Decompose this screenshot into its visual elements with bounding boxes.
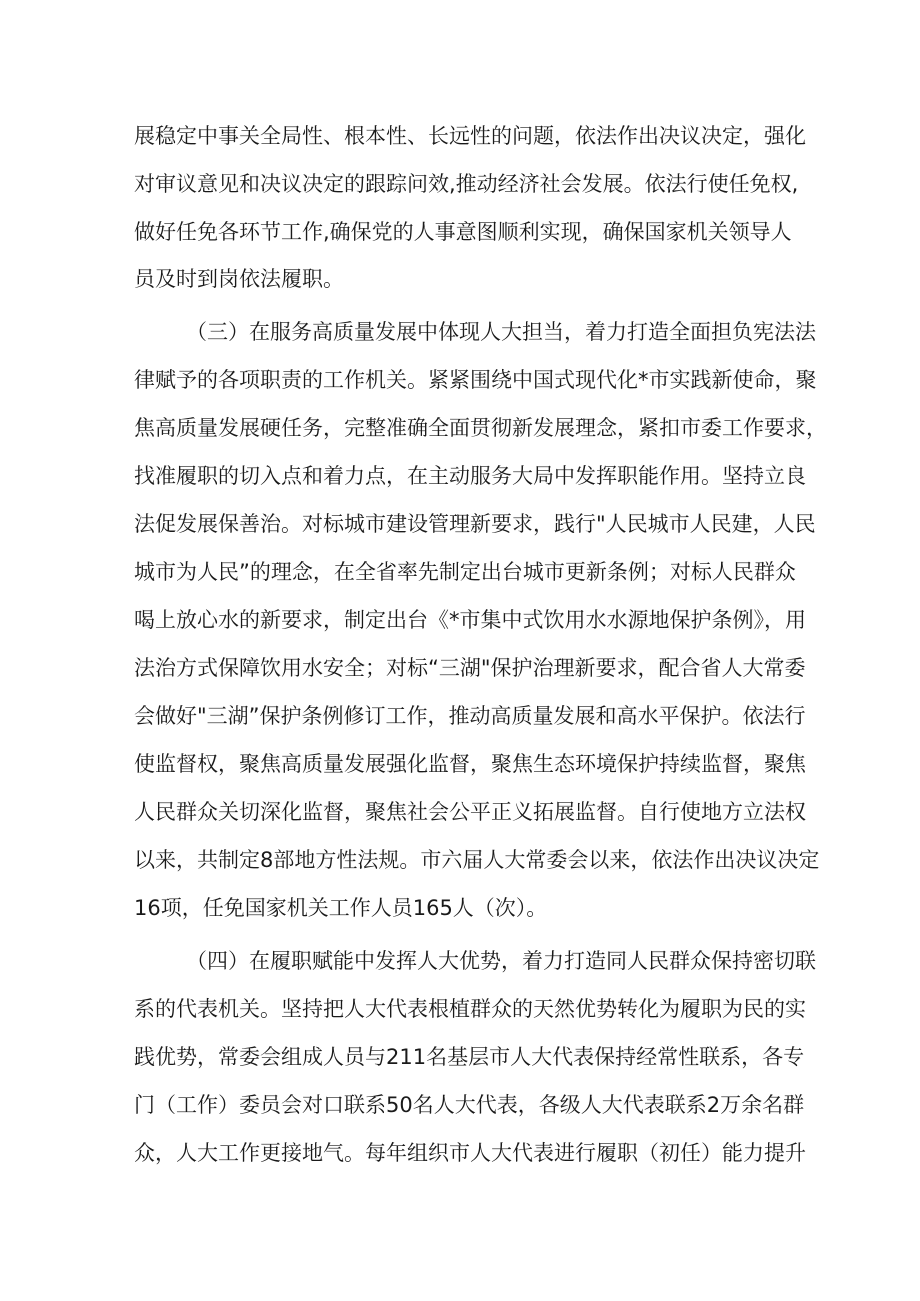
text-line: 找准履职的切入点和着力点，在主动服务大局中发挥职能作用。坚持立良 [134, 464, 806, 488]
text-line: 会做好"三湖”保护条例修订工作，推动高质量发展和高水平保护。依法行 [134, 704, 806, 728]
text-line: 员及时到岗依法履职。 [134, 267, 344, 291]
text-line: 以来，共制定8部地方性法规。市六届人大常委会以来，依法作出决议决定 [134, 848, 820, 872]
text-line: 喝上放心水的新要求，制定出台《*市集中式饮用水水源地保护条例》，用 [134, 608, 806, 632]
text-line: 律赋予的各项职责的工作机关。紧紧围绕中国式现代化*市实践新使命，聚 [134, 368, 817, 392]
text-line: 践优势，常委会组成人员与211名基层市人大代表保持经常性联系，各专 [134, 1045, 805, 1069]
text-line: 16项，任免国家机关工作人员165人（次）。 [134, 896, 548, 920]
text-line: 众，人大工作更接地气。每年组织市人大代表进行履职（初任）能力提升 [134, 1141, 806, 1165]
text-line: 人民群众关切深化监督，聚焦社会公平正义拓展监督。自行使地方立法权 [134, 800, 806, 824]
text-line: 焦高质量发展硬任务，完整准确全面贯彻新发展理念，紧扣市委工作要求， [134, 416, 827, 440]
text-line: 法治方式保障饮用水安全；对标“三湖"保护治理新要求，配合省人大常委 [134, 656, 806, 680]
text-line: 展稳定中事关全局性、根本性、长远性的问题，依法作出决议决定，强化 [134, 124, 806, 148]
text-line: 做好任免各环节工作,确保党的人事意图顺利实现，确保国家机关领导人 [134, 220, 792, 244]
section-heading-line: （三）在服务高质量发展中体现人大担当，着力打造全面担负宪法法 [186, 320, 816, 344]
text-line: 城市为人民”的理念，在全省率先制定出台城市更新条例；对标人民群众 [134, 560, 796, 584]
text-line: 系的代表机关。坚持把人大代表根植群众的天然优势转化为履职为民的实 [134, 997, 806, 1021]
text-line: 对审议意见和决议决定的跟踪问效,推动经济社会发展。依法行使任免权, [134, 172, 799, 196]
section-heading-line: （四）在履职赋能中发挥人大优势，着力打造同人民群众保持密切联 [186, 949, 816, 973]
text-line: 使监督权，聚焦高质量发展强化监督，聚焦生态环境保护持续监督，聚焦 [134, 752, 806, 776]
text-line: 门（工作）委员会对口联系50名人大代表，各级人大代表联系2万余名群 [134, 1093, 805, 1117]
text-line: 法促发展保善治。对标城市建设管理新要求，践行"人民城市人民建，人民 [134, 512, 816, 536]
